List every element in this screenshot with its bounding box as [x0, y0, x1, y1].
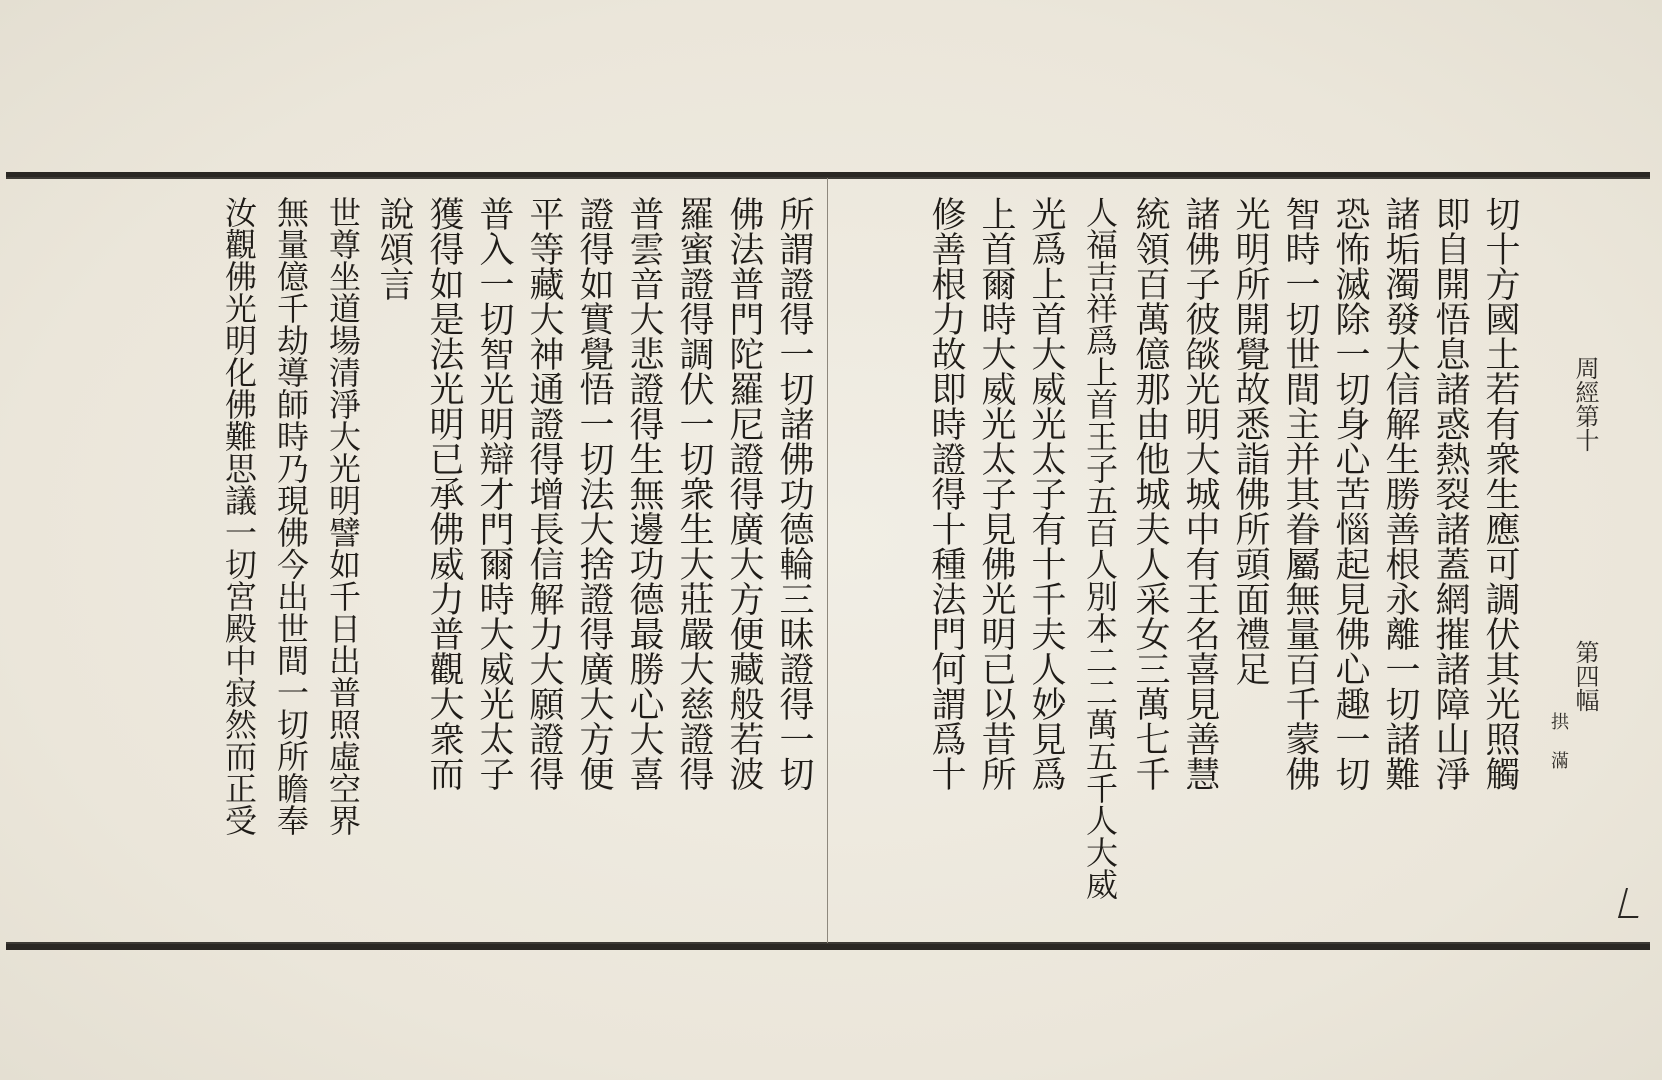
text-column: 平等藏大神通證得增長信解力大願證得 [524, 196, 564, 791]
margin-panel-number: 第四幅 [1571, 640, 1599, 712]
sheet-join-line [827, 178, 828, 943]
text-column: 恐怖滅除一切身心苦惱起見佛心趣一切 [1330, 196, 1370, 791]
top-border-rule [6, 172, 1650, 177]
text-column: 所謂證得一切諸佛功德輪三昧證得一切 [774, 196, 814, 791]
text-column: 光明所開覺故悉詣佛所頭面禮足 [1230, 196, 1270, 686]
text-column: 智時一切世間主并其眷屬無量百千蒙佛 [1280, 196, 1320, 791]
text-column: 諸垢濁發大信解生勝善根永離一切諸難 [1380, 196, 1420, 791]
text-column: 諸佛子彼燄光明大城中有王名喜見善慧 [1180, 196, 1220, 791]
corner-mark-icon [1618, 888, 1646, 918]
text-column: 統領百萬億那由他城夫人采女三萬七千 [1130, 196, 1170, 791]
text-column: 證得如實覺悟一切法大捨證得廣大方便 [574, 196, 614, 791]
text-column: 切十方國土若有衆生應可調伏其光照觸 [1480, 196, 1520, 791]
text-column: 獲得如是法光明已承佛威力普觀大衆而 [424, 196, 464, 791]
text-column: 人福吉祥爲上首王子五百人別本二二萬五千人大威 [1081, 196, 1119, 900]
verse-column: 汝觀佛光明化佛難思議一切宮殿中寂然而正受 [220, 196, 258, 836]
printed-text-block [6, 172, 1650, 950]
text-column: 羅蜜證得調伏一切衆生大莊嚴大慈證得 [674, 196, 714, 791]
text-column: 修善根力故即時證得十種法門何謂爲十 [926, 196, 966, 791]
margin-mark: 拱 滿 [1548, 712, 1569, 769]
text-column: 普入一切智光明辯才門爾時大威光太子 [474, 196, 514, 791]
text-column: 說頌言 [374, 196, 414, 301]
margin-title: 周經第十 [1571, 356, 1599, 452]
bottom-border-rule [6, 944, 1650, 950]
text-column: 上首爾時大威光太子見佛光明已以昔所 [976, 196, 1016, 791]
text-column: 即自開悟息諸惑熱裂諸蓋網摧諸障山淨 [1430, 196, 1470, 791]
text-column: 普雲音大悲證得生無邊功德最勝心大喜 [624, 196, 664, 791]
text-column: 佛法普門陀羅尼證得廣大方便藏般若波 [724, 196, 764, 791]
text-column: 光爲上首大威光太子有十千夫人妙見爲 [1026, 196, 1066, 791]
verse-column: 世尊坐道場清淨大光明譬如千日出普照虛空界 [324, 196, 362, 836]
verse-column: 無量億千劫導師時乃現佛今出世間一切所瞻奉 [272, 196, 310, 836]
